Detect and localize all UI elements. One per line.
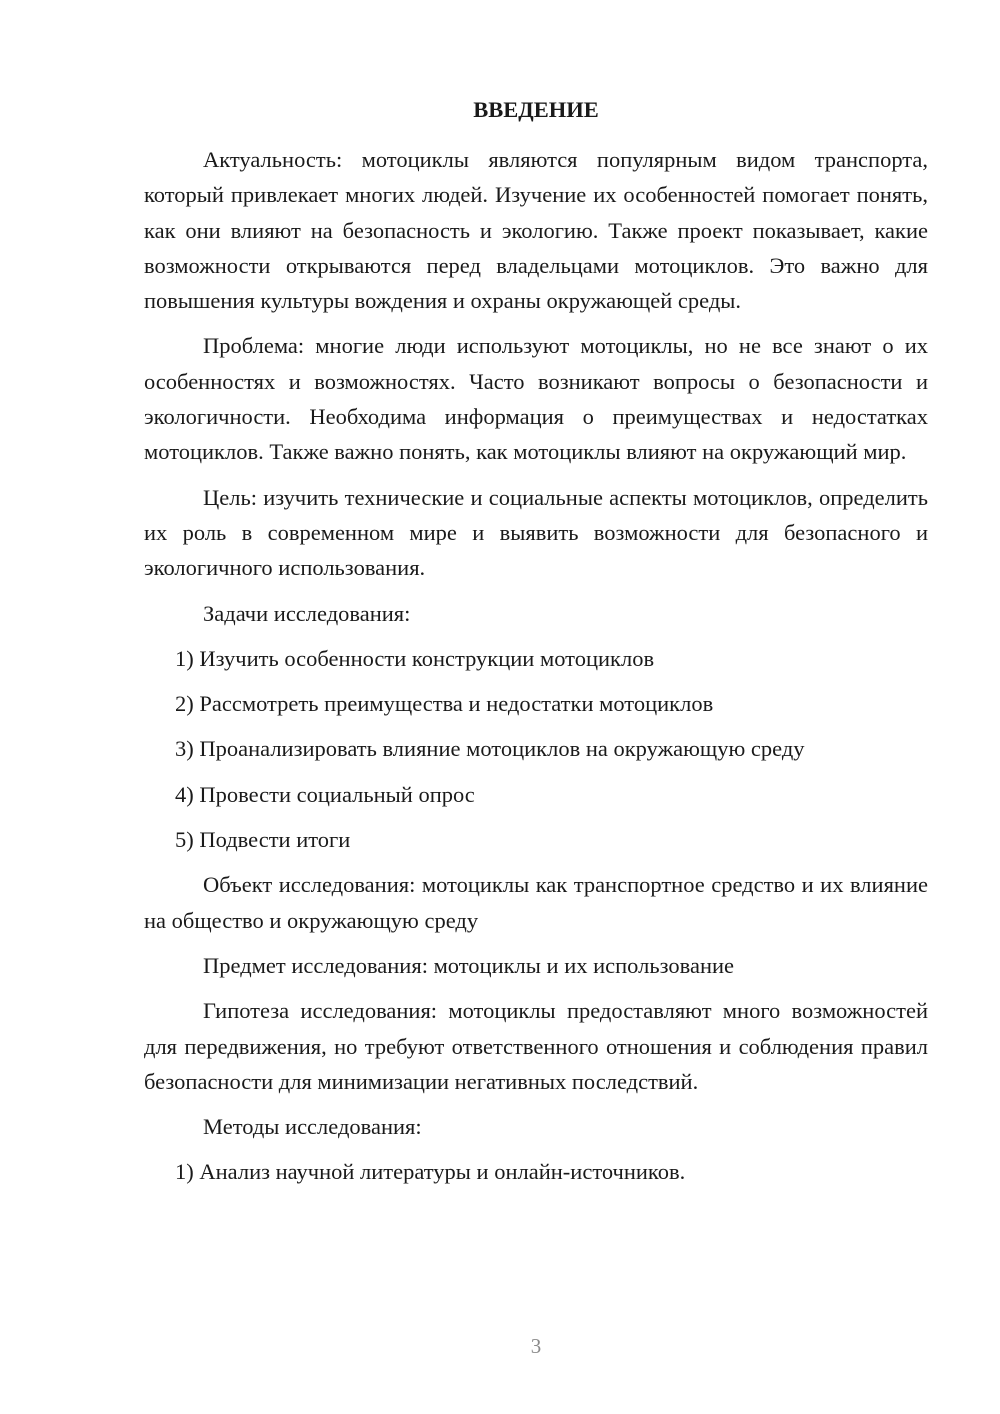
task-item: 4) Провести социальный опрос — [175, 781, 475, 807]
problem-paragraph: Проблема: многие люди используют мотоциклы, но не все знают о их особенностях и возможностях. Часто возникают вопросы о безопасности и экологичности. Необходима информация о преимуществах и недостатках мотоциклов. Также важно понять, как мотоциклы влияют на окружающий мир. — [144, 333, 928, 465]
method-item: 1) Анализ научной литературы и онлайн-источников. — [175, 1159, 686, 1185]
subject-paragraph: Предмет исследования: мотоциклы и их использование — [203, 952, 735, 978]
object-paragraph: Объект исследования: мотоциклы как транспортное средство и их влияние на общество и окружающую среду — [144, 872, 928, 933]
tasks-list — [144, 641, 928, 857]
hypothesis-paragraph: Гипотеза исследования: мотоциклы предоставляют много возможностей для передвижения, но требуют ответственного отношения и соблюдения правил безопасности для минимизации негативных последствий. — [144, 998, 928, 1094]
task-item: 1) Изучить особенности конструкции мотоциклов — [175, 645, 655, 671]
task-item: 5) Подвести итоги — [175, 827, 351, 853]
tasks-heading: Задачи исследования: — [203, 600, 411, 626]
methods-heading: Методы исследования: — [203, 1114, 422, 1140]
goal-paragraph: Цель: изучить технические и социальные аспекты мотоциклов, определить их роль в современном мире и выявить возможности для безопасного и экологичного использования. — [144, 484, 928, 581]
section-title: ВВЕДЕНИЕ — [473, 97, 599, 122]
task-item: 3) Проанализировать влияние мотоциклов на окружающую среду — [175, 736, 805, 762]
page-content — [144, 92, 928, 1200]
page-number: 3 — [530, 1334, 542, 1358]
task-item: 2) Рассмотреть преимущества и недостатки мотоциклов — [175, 691, 714, 717]
relevance-paragraph: Актуальность: мотоциклы являются популярным видом транспорта, который привлекает многих людей. Изучение их особенностей помогает понять, как они влияют на безопасность и экологию. Также проект показывает, какие возможности открываются перед владельцами мотоциклов. Это важно для повышения культуры вождения и охраны окружающей среды. — [144, 147, 928, 314]
methods-list — [144, 1154, 928, 1189]
